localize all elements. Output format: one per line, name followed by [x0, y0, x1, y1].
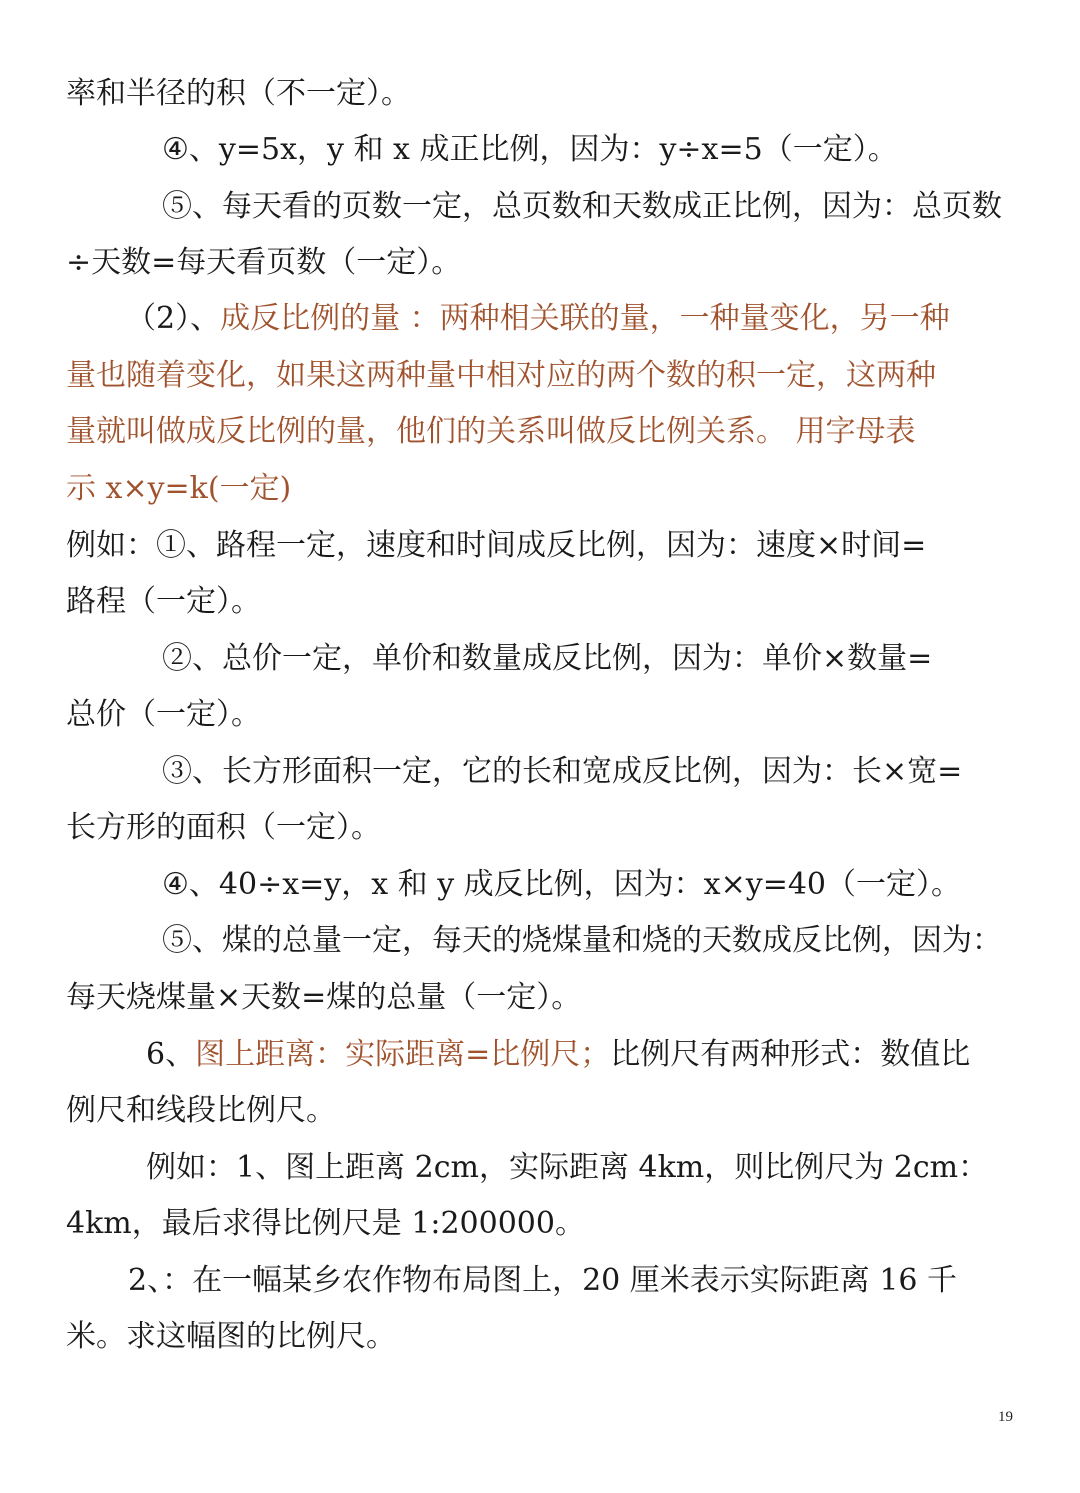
- definition-text: 量也随着变化，如果这两种量中相对应的两个数的积一定，这两种: [66, 358, 936, 393]
- text-line: ③、长方形面积一定，它的长和宽成反比例，因为：长×宽=: [162, 754, 963, 789]
- text-line: 例如：1、图上距离 2cm，实际距离 4km，则比例尺为 2cm：: [146, 1150, 989, 1185]
- text-line: 路程（一定）。: [66, 584, 261, 619]
- scale-forms-text: 比例尺有两种形式：数值比: [610, 1037, 971, 1072]
- definition-formula: 示 x×y=k(一定): [66, 471, 292, 506]
- definition-text: 量就叫做成反比例的量，他们的关系叫做反比例关系。 用字母表: [66, 414, 916, 449]
- page-number: 19: [998, 1409, 1013, 1425]
- text-line: 总价（一定）。: [66, 697, 261, 732]
- section-number: （2）、: [126, 301, 221, 336]
- scale-formula: 图上距离：实际距离=比例尺；: [195, 1037, 611, 1072]
- text-line: [126, 299, 950, 339]
- text-line: ÷天数=每天看页数（一定）。: [66, 245, 462, 280]
- text-line: [146, 1035, 970, 1075]
- definition-text: 成反比例的量 ：两种相关联的量，一种量变化，另一种: [220, 301, 950, 336]
- text-line: ⑤、煤的总量一定，每天的烧煤量和烧的天数成反比例，因为：: [162, 923, 1002, 958]
- text-line: 率和半径的积（不一定）。: [66, 76, 411, 111]
- text-line: 每天烧煤量×天数=煤的总量（一定）。: [66, 980, 582, 1015]
- text-line: 2、：在一幅某乡农作物布局图上，20 厘米表示实际距离 16 千: [128, 1263, 958, 1298]
- text-line: 米。求这幅图的比例尺。: [66, 1319, 396, 1354]
- text-line: ⑤、每天看的页数一定，总页数和天数成正比例，因为：总页数: [162, 189, 1002, 224]
- section-number: 6、: [146, 1037, 196, 1072]
- text-line: ④、40÷x=y，x 和 y 成反比例，因为：x×y=40（一定）。: [162, 867, 961, 902]
- text-line: 4km，最后求得比例尺是 1:200000。: [66, 1206, 585, 1241]
- text-line: 例尺和线段比例尺。: [66, 1093, 336, 1128]
- text-line: 长方形的面积（一定）。: [66, 810, 381, 845]
- text-line: ④、y=5x，y 和 x 成正比例，因为：y÷x=5（一定）。: [162, 132, 898, 167]
- text-line: 例如：①、路程一定，速度和时间成反比例，因为：速度×时间=: [66, 528, 927, 563]
- text-line: ②、总价一定，单价和数量成反比例，因为：单价×数量=: [162, 641, 933, 676]
